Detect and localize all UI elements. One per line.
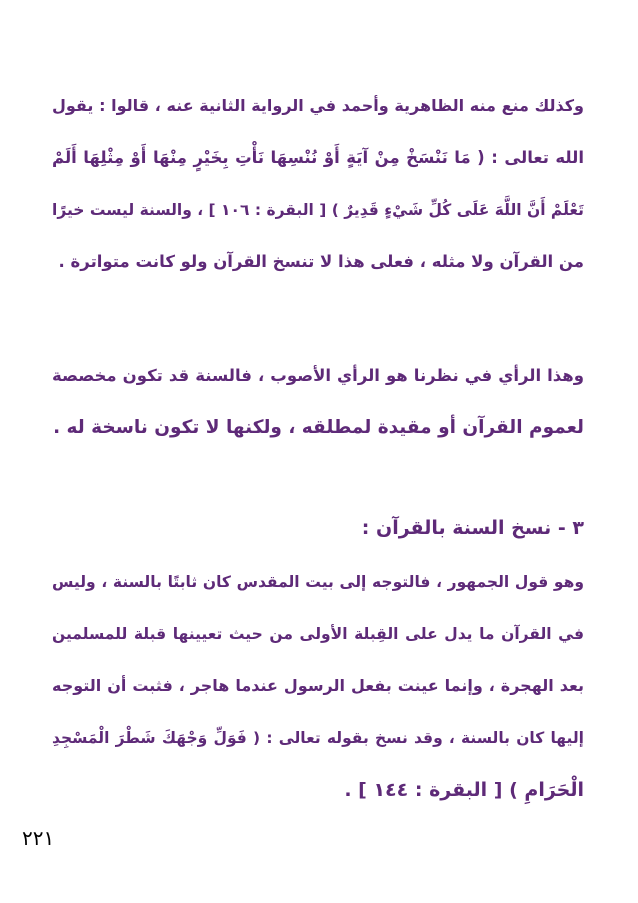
paragraph-author-opinion	[52, 350, 584, 454]
text-line: وكذلك منع منه الظاهرية وأحمد في الرواية الثانية عنه ، قالوا : يقول	[52, 96, 584, 115]
text-line: لعموم القرآن أو مقيدة لمطلقه ، ولكنها لا تكون ناسخة له .	[53, 417, 584, 438]
text-line: الْحَرَامِ ) [ البقرة : ١٤٤ ] .	[344, 779, 584, 801]
page-number: ٢٢١	[22, 826, 55, 850]
section-heading-text: ٣ - نسخ السنة بالقرآن :	[361, 517, 584, 539]
text-line: وهو قول الجمهور ، فالتوجه إلى بيت المقدس كان ثابتًا بالسنة ، وليس	[52, 573, 584, 591]
section-heading	[52, 502, 584, 554]
paragraph-abrogation-by-sunnah-rejected	[52, 80, 584, 288]
text-line: الله تعالى : ( مَا نَنْسَخْ مِنْ آيَةٍ أَوْ نُنْسِهَا نَأْتِ بِخَيْرٍ مِنْهَا أَوْ مِثْلِهَا أَلَمْ	[52, 148, 584, 167]
text-line: من القرآن ولا مثله ، فعلى هذا لا تنسخ القرآن ولو كانت متواترة .	[58, 252, 584, 271]
text-line: وهذا الرأي في نظرنا هو الرأي الأصوب ، فالسنة قد تكون مخصصة	[52, 366, 584, 385]
text-line: بعد الهجرة ، وإنما عينت بفعل الرسول عندما هاجر ، فثبت أن التوجه	[52, 676, 584, 695]
paragraph-sunnah-abrogated-by-quran	[52, 556, 584, 816]
text-line: في القرآن ما يدل على القِبلة الأولى من حيث تعيينها قبلة للمسلمين	[52, 625, 584, 643]
text-line: إليها كان بالسنة ، وقد نسخ بقوله تعالى : ( فَوَلِّ وَجْهَكَ شَطْرَ الْمَسْجِدِ	[52, 729, 584, 747]
text-line: تَعْلَمْ أَنَّ اللَّهَ عَلَى كُلِّ شَيْءٍ قَدِيرٌ ) [ البقرة : ١٠٦ ] ، والسنة ليست خيرًا	[52, 201, 584, 219]
